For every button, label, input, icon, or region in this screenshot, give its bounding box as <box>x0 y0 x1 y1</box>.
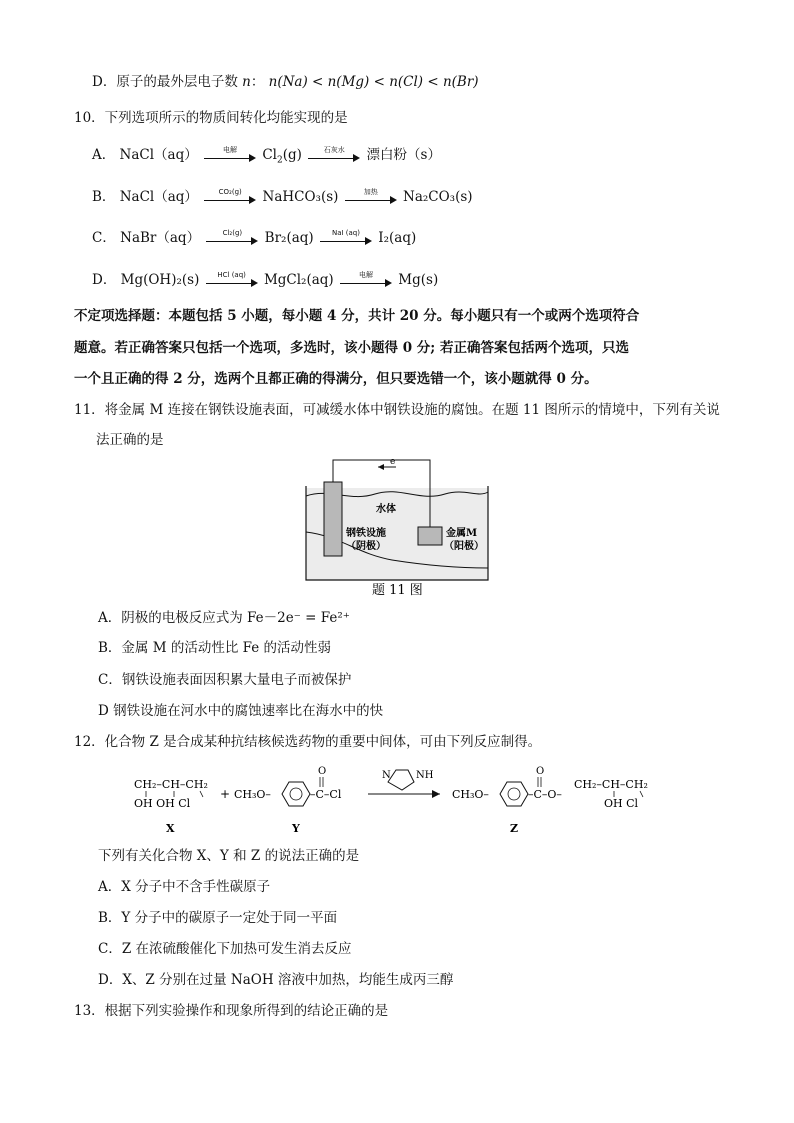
q10-a-s2: $Cl_2(g)$ <box>262 147 302 166</box>
q11-option-b: B．金属 M 的活动性比 Fe 的活动性弱 <box>98 640 332 656</box>
q10-c-s2: Br₂(aq) <box>264 230 314 246</box>
q12-option-d: D．X、Z 分别在过量 NaOH 溶液中加热，均能生成丙三醇 <box>98 972 454 988</box>
q9-option-d-colon: ： <box>250 74 265 90</box>
q10-option-c <box>92 228 416 248</box>
arrow-condition: 石灰水 <box>323 145 345 154</box>
q10-b-s2: NaHCO₃(s) <box>262 189 339 205</box>
reaction-arrow <box>345 187 397 205</box>
y-carbonyl-o: O <box>318 766 327 777</box>
q10-b-s3: Na₂CO₃(s) <box>403 189 473 205</box>
q10-stem: 10．下列选项所示的物质间转化均能实现的是 <box>74 110 348 126</box>
z-carbonyl-o: O <box>536 766 545 777</box>
arrow-condition: Cl₂(g) <box>222 228 243 237</box>
reaction-arrow <box>340 270 392 288</box>
steel-role-label: （阴极） <box>346 541 386 552</box>
plus-sign: + <box>220 787 231 801</box>
figure-caption: 题 11 图 <box>372 583 423 598</box>
metal-role-label: （阳极） <box>444 541 484 552</box>
q11-option-c: C．钢铁设施表面因积累大量电子而被保护 <box>98 672 352 688</box>
x-substituents: OH OH Cl <box>134 797 191 810</box>
section-instructions-line-1: 不定项选择题：本题包括 5 小题，每小题 4 分，共计 20 分。每小题只有一个或两个选项符合 <box>74 308 640 324</box>
q10-option-b <box>92 187 473 207</box>
steel-label: 钢铁设施 <box>346 528 386 539</box>
catalyst-nh: NH <box>416 770 434 781</box>
q10-d-s1: Mg(OH)₂(s) <box>120 272 200 288</box>
metal-label: 金属M <box>446 528 478 539</box>
y-methoxy: CH₃O– <box>234 788 271 801</box>
q12-sub-stem: 下列有关化合物 X、Y 和 Z 的说法正确的是 <box>98 848 360 864</box>
q9-option-d-n: n <box>242 74 251 90</box>
arrow-condition: NaI (aq) <box>331 228 360 237</box>
q10-a-s3: 漂白粉（s） <box>366 147 441 163</box>
z-substituents: OH Cl <box>604 797 639 810</box>
arrow-condition: 加热 <box>363 187 378 196</box>
q11-option-d: D 钢铁设施在河水中的腐蚀速率比在海水中的快 <box>98 703 384 719</box>
y-acyl-chloride: –C–Cl <box>310 788 342 801</box>
label-y: Y <box>292 822 300 835</box>
q12-option-c: C．Z 在浓硫酸催化下加热可发生消去反应 <box>98 941 352 957</box>
z-methoxy: CH₃O– <box>452 788 489 801</box>
reaction-arrow <box>206 270 258 288</box>
reaction-arrow <box>206 228 258 246</box>
section-instructions-line-2: 题意。若正确答案只包括一个选项，多选时，该小题得 0 分; 若正确答案包括两个选项，只选 <box>74 340 629 356</box>
q10-c-s1: NaBr（aq） <box>120 230 201 246</box>
q10-d-s2: MgCl₂(aq) <box>263 272 334 288</box>
q11-stem-line-2: 法正确的是 <box>96 432 164 448</box>
q12-option-a: A．X 分子中不含手性碳原子 <box>98 879 271 895</box>
arrow-condition: CO₂(g) <box>218 187 242 196</box>
arrow-condition: 电解 <box>358 270 373 279</box>
q10-option-a <box>92 145 441 171</box>
q11-stem-line-1: 11．将金属 M 连接在钢铁设施表面，可减缓水体中钢铁设施的腐蚀。在题 11 图所示的情境中，下列有关说 <box>74 402 720 418</box>
reaction-arrow <box>204 145 256 163</box>
q10-c-label: C． <box>92 230 116 246</box>
q12-stem: 12．化合物 Z 是合成某种抗结核候选药物的重要中间体，可由下列反应制得。 <box>74 734 542 750</box>
z-chain: CH₂–CH–CH₂ <box>574 778 648 791</box>
q12-option-b: B．Y 分子中的碳原子一定处于同一平面 <box>98 910 338 926</box>
q10-a-s1: NaCl（aq） <box>119 147 198 163</box>
q12-reaction-scheme <box>130 760 670 840</box>
q13-stem: 13．根据下列实验操作和现象所得到的结论正确的是 <box>74 1003 389 1019</box>
q10-b-label: B． <box>92 189 116 205</box>
x-chain: CH₂–CH–CH₂ <box>134 778 208 791</box>
q10-option-d <box>92 270 438 290</box>
electron-label: e⁻ <box>390 457 401 467</box>
z-ester: –C–O– <box>528 788 562 801</box>
q11-figure <box>300 456 496 598</box>
arrow-condition: HCl (aq) <box>217 270 246 279</box>
q10-b-s1: NaCl（aq） <box>119 189 198 205</box>
water-label: 水体 <box>376 504 396 515</box>
q9-option-d <box>92 72 479 92</box>
reaction-arrow <box>308 145 360 163</box>
q11-option-a: A．阴极的电极反应式为 Fe－2e⁻ = Fe²⁺ <box>98 610 350 626</box>
label-x: X <box>166 822 175 835</box>
q10-d-s3: Mg(s) <box>398 272 439 288</box>
reaction-arrow <box>320 228 372 246</box>
label-z: Z <box>510 822 519 835</box>
reaction-arrow <box>204 187 256 205</box>
q10-d-label: D． <box>92 272 117 288</box>
catalyst-n: N <box>382 770 391 781</box>
section-instructions-line-3: 一个且正确的得 2 分，选两个且都正确的得满分，但只要选错一个，该小题就得 0 分。 <box>74 371 598 387</box>
arrow-condition: 电解 <box>223 145 238 154</box>
q10-c-s3: I₂(aq) <box>378 230 417 246</box>
q10-a-label: A． <box>92 147 116 163</box>
q9-option-d-label: D．原子的最外层电子数 <box>92 74 238 90</box>
q9-option-d-expr: n(Na) < n(Mg) < n(Cl) < n(Br) <box>268 74 479 90</box>
